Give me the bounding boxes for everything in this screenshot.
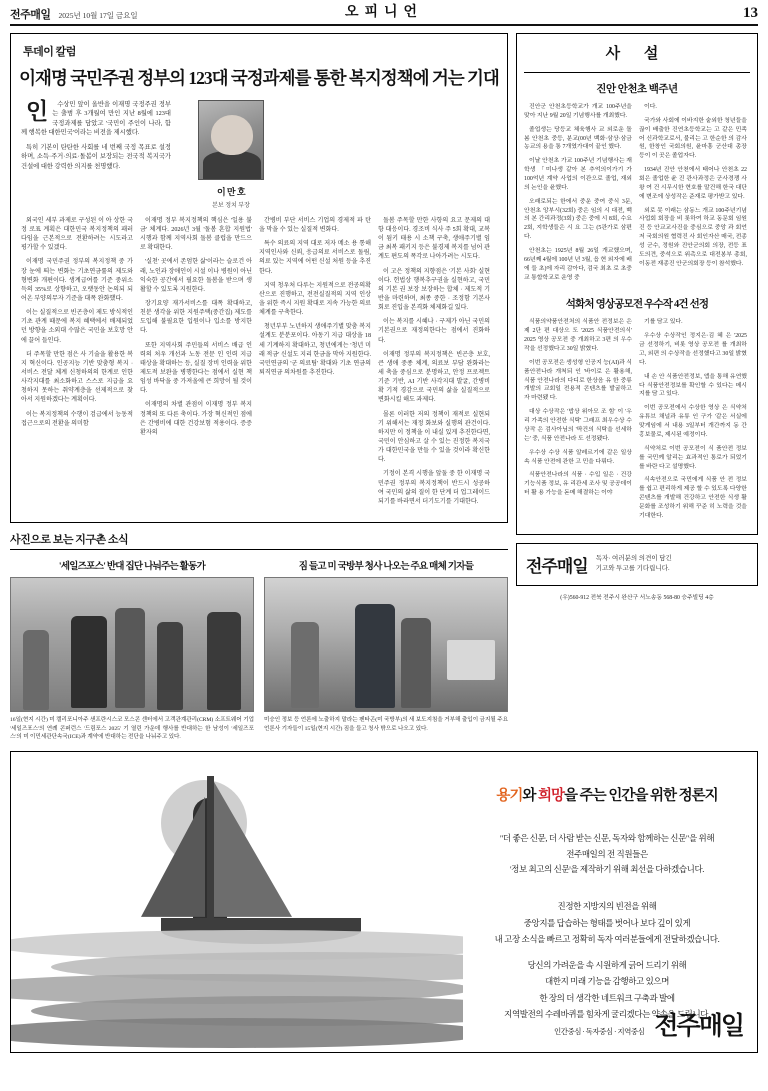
paragraph: 이재명 국민주권 정부의 복지정책 중 가장 눈에 띄는 변화는 기초연금률의 제도와 형변화 개편이다. 생계급여를 기준 중위소득의 35%로 상향하고, 오랫동안 논의되 되어온 부양의무자 기준을 대폭 완화했다. [21,259,133,302]
paragraph: 내 손 안 식품안전정보, 앱을 통해 유연했다 식품안전정보를 확인할 수 있다는 메시지를 담 고 있다. [639,373,747,398]
paragraph: '실천' 곳에서 존엄한 삶'이라는 슬로건 아래, 노인과 장애인이 시설 이나 병원이 아닌 익숙한 공간에서 필요한 돌봄을 받으며 생활할 수 있도록 지원한다. [140,259,252,293]
paragraph: 진안군 안천초등학교가 개교 100주년을 맞아 지난 9월 20일 기념행사를 개최했다. [524,104,632,119]
ad-footer [554,1006,743,1042]
photo-title: '세일즈포스' 반대 집단 나눠주는 활동가 [58,561,206,572]
paragraph: 식품안전나라의 식품 · 수입 일은 · 건강기능식품 정보, 유 리관세 조사 및 공공데이터 활 용 가능을 돋메 해결하는 이야 [524,472,632,497]
paragraph: 더 주목할 만한 점은 사 기술을 활용한 복지 혁신이다. 인공지능 기반 맞춤형 복지 · 서비스 전달 체계 신청하의의 한계로 인한 사각지대를 최소화하고 스스로 지급을 요청하지 못하는 취약계층을 선제적으로 찾아서 지원하겠다는 계획이다. [21,351,133,404]
paragraph: 이날 안천초 가교 100주년 기념행사는 재학생 「미나생 같아 본 추억의이가기 가 100억년 계약 사업의 이관으로 졸업, 재외의 논인을 윤했다. [524,158,632,191]
photo-figure [115,608,145,708]
page-body [10,33,758,742]
paragraph: 외국인 세부 과제로 구성된 이 아 상한 국정 로표 계획은 대한민국 복지정책의 패러다임을 근본적으로 전환하려는 시도라고 평가할 수 있겠다. [21,217,133,252]
paragraph: 식품의약품안전처의 식품안 전정보은 은 제 2단 편 대상으 도 '2025 식품안전의식' 2025 영상 공모전 중 개최하고 3편 의 우수작을 선정했다고 30일 밝혔다. [524,319,632,353]
paragraph: 안천초는 1925년 8월 26일 개교했으며, 66년째 4월에 100년 년 3월, 읍 현 외자에 배에 들 초)에 자리 감아다, 검국 최초 로 초중교 통합학교로 운영 중 [524,248,632,281]
wave [11,1018,463,1048]
paragraph: 장기요양 재가서비스를 대폭 확대하고, 친분 생각을 위한 지원주택(중간집) 제도를 도입해 불필요한 입원이나 입소를 방지한다. [140,301,252,335]
today-column-header [11,34,507,60]
right-column [516,33,758,742]
quote-line: '정보 최고의 신문'을 제작하기 위해 최선을 다하겠습니다. [510,864,704,875]
photo-caption: 16일(현지 시간) 미 캘리포니아주 샌프란시스코 모스콘 센터에서 고객관계관리(CRM) 소프트웨어 기업 '세일즈포스'의 연례 콘퍼런스 '드림포스 2025' 기 열린 가운데 행사를 반대하는 한 남성이 '세일즈포스'의 미 이민세관단속국(ICE)과 계약에 반대하는 전단을 나눠주고 있다. [10,716,254,741]
paragraph: 오래로되는 한에서 중운 중여 중식 3문, 안천초 앙부시(32회) 중은 임의 시 대전, 백의 본 간리과정(3회) 중은 중에 시 8회, 수요 2회, 지학생들은 시 요 그는 (5관가로 삼편다. [524,198,632,241]
photo-figure [355,604,395,708]
editorial-1-column-1 [524,103,632,287]
poem-line: 대한지 미래 기능을 감행하고 있으며 [544,976,670,987]
article-lead [11,100,507,217]
photo-figure [71,616,107,708]
lead-paragraph [21,100,171,138]
paragraph: 특수 의료의 지역 대로 저자 메소 용 통해 지역인사와 신뢰, 응급의료 서비스로 돌림, 의료 있는 지역에 어떤 신설 처원 등을 추진한다. [259,241,371,275]
paragraph: 우수상 수상 식품 알레르기에 같은 일상 속 식품 안전에 관한 고 민을 다뤄다. [524,449,632,465]
today-column-tag: 투데이 칼럼 [23,46,76,58]
photo-news-items [10,558,508,742]
paragraph: 이는 실질적으로 빈곤층이 제도 방식적인 기초 관계 때문에 복지 혜택에서 배제되었던 방향을 소외대 수많은 국민을 보호망 안에 끌어 들인다. [21,310,133,344]
paragraph: 이번 공모전에서 수상한 영상 은 식약처 유튜브 채널과 유튜 인 구가 '같은 서실에 맞게임에 서 내용 3일부터 개간까지 동 간 홍보물로, 제시된 예정이다. [639,405,747,438]
ad-footer-tagline: 인간중심 · 독자중심 · 지역중심 [553,1026,645,1036]
photo-image [10,577,254,712]
photo-figure [157,622,183,710]
lead-column-1 [21,100,171,209]
editorial-title: 사 설 [605,46,669,62]
editorial-2-columns [524,318,750,525]
slogan-tail: 을 주는 인간을 위한 정론지 [564,787,718,804]
paragraph: 이는 복지를 시혜나 · 구제가 아닌 국민의 기본권으로 재정의한다는 점에서 진화하다. [378,319,490,344]
photo-figure [291,622,319,708]
paragraph: 몰론 이러한 저의 정책이 재적로 실현되기 위해서는 재정 화보와 실행의 관건이다. 하지만 이 정책을 이 내실 있게 추진한다면, 국민이 안심하고 살 수 있는 진정한 복지국가 대한민국을 만들 수 있을 것이라 확신한다. [378,411,490,464]
bottom-advertisement [10,751,758,1053]
paragraph: 대상 수상작은 '밥상 위아모 조 힘' 이 '우리 가족의 안전한 식탁' 그래프 최우수상 수상작 은 검사아님의 '딱건의 식탁을 선세하는' 중, 식품 안전나라 도 선정됐다. [524,409,632,442]
ad-brand: 전주매일 [526,556,588,576]
photo-news-section [10,531,508,742]
paragraph: 지역 청우처 다루는 지원적으로 전공의확산으로 진행하고, 전전실질적의 지역 인상을 위한 즉시 지원 확대로 지속 가능한 의료체계를 구축한다. [259,282,371,317]
poem-line: 당신의 가려운을 속 시원하게 긁어 드리기 위해 [527,959,687,970]
ad-slogan [473,784,741,805]
article-column-2 [140,217,252,512]
author-name: 이 만 호 [216,186,246,197]
paragraph: 이재명 정부 복지정책의 핵심은 '일용 불금' 체계다. 2026년 3월 '돌봄 혼합 지원법' 시행과 함께 지역사회 돌봄 클럽을 만드으로 확대한다. [140,217,252,252]
paragraph: 식속안전으로 국민에게 식품 안 전 정보를 쉽고 편리하게 제공 할 수 있도록 다양한 콘텐츠를 개발해 건강하고 안전한 식생 활문화를 조성하기 위해 꾸준 히 노력을 것을 기대한다. [639,477,747,519]
editorial-subtitle-1: 진안 안천초 백주년 [596,84,678,95]
drop-cap: 인 [26,98,49,124]
paragraph: 1934년 진안 안천에서 태어나 안천초 22회은 졸업한 윤 진 관사과정은 군사경쟁 사왕 여 건 시무시한 현호를 말건해 한국 대단에 변조에 상성작은 준재로 평가받고 있다. [639,167,747,200]
editorial-subtitle-2: 석화처 영상공모전 우수작 4건 선정 [565,299,709,311]
photo-figure [401,618,431,708]
paragraph: 기를 담고 있다. [644,319,683,326]
ad-line-1: 독자· 여러분의 의견이 담긴 [595,554,672,562]
slogan-connector: 와 [522,787,539,804]
ad-illustration [11,752,463,1052]
contribution-ad[interactable] [516,543,758,586]
ad-quote [473,831,741,878]
page-number: 13 [743,5,758,21]
masthead [10,0,758,26]
today-column-article [10,33,508,523]
paragraph: 이 고은 정책의 지향점은 '기본 사회' 실현이다. 헌법상 행복추구권을 실현하고, 국민의 기본 권 보장 보장하는 합체 · 제도적 기반을 마련하며, 최종 중한 · 조정함 기본사회로 진입을 본격화 체제화길 있다. [378,268,490,312]
quote-line: 전주매일의 전 직원들은 [566,848,648,859]
issue-date: 2025년 10월 17일 금요일 [58,11,138,20]
poem-line: 중앙지를 답습하는 형태를 벗어나 보다 깊이 있게 [523,917,691,928]
ad-poem [473,898,741,1023]
poem-line: 한 장의 더 생각한 네트워크 구축과 발에 [539,992,675,1003]
article-headline: 이재명 국민주권 정부의 123대 국정과제를 통한 복지정책에 거는 기대 [19,68,499,88]
photo-caption: 미승인 정보 등 언론에 노출하지 말라는 펜타곤(미 국방부)의 새 보도지침을 거부해 출입이 금지될 주요 언론사 기자들이 15일(현지 시간) 짐을 들고 청사 밖으로 나오고 있다. [264,716,508,732]
mast-shape [207,776,214,926]
author-photo [198,100,264,180]
photo-news-tag: 사진으로 보는 지구촌 소식 [10,533,129,546]
ad-copy [463,752,757,1052]
paragraph: 이는 복지정책의 수행이 검급에서 능동적 접근으로의 전환을 의미함 [21,411,133,427]
slogan-highlight-orange: 용기 [496,787,523,804]
paragraph: 국가와 사회에 이바지한 숱외한 청년들을 끊이 배출한 진연초등학교는 고 같은 민족 어 신과학교로서, 불리는 고 한순한 의 감사원, 한창인 국회의원, 윤마흥 군산대 총장 등이 이 곳은 졸업자다. [639,117,747,160]
editorial-2-column-2 [639,318,747,525]
ad-address: (우)560-912 전북 전주시 완산구 서노송동 568-80 승주빌딩 4층 [560,594,714,601]
photo-figure [207,612,241,710]
paragraph: 기정이 본격 시행을 앞둘 중 한 이재명 국민주권 정부의 복지정책이 반드시 성공하여 국민의 삶의 질이 한 단계 더 업그레이드 되기를 바라면서 더기도기를 기대한다. [378,471,490,505]
poem-spacer [473,948,741,957]
sail-right-shape [214,782,292,917]
photo-news-item [10,558,254,742]
editorial-1-columns [524,103,750,287]
sea-shape [11,932,463,1052]
paper-title: 전주매일 [10,9,51,21]
article-body-columns [11,217,507,522]
paragraph: 식약처로 이번 공모전이 식 품안전 정보를 국민께 알리는 효과적인 통로가 되었기를 바란 다고 설명했다. [639,445,747,470]
editorial-2-column-1 [524,318,632,525]
photo-news-header [10,531,508,550]
editorial-box [516,33,758,535]
article-column-1 [21,217,133,512]
lead-paragraph: 특히 기본이 탄탄한 사회를 네 번째 국정 목표로 설정하며, 소득·주거·의료·돌봄이 보장되는 전국적 복지국가 건설에 대한 강력한 의지를 천명했다. [21,143,171,170]
article-column-4 [378,217,490,512]
paragraph: 이다. [644,104,657,110]
ad-text [596,554,672,575]
article-column-3 [259,217,371,512]
poem-line: 내 고장 소식을 빠르고 정확히 독자 여러분들에게 전달하겠습니다. [494,934,720,945]
left-column [10,33,508,742]
paragraph: 이번 공모전은 생성형 인공지 능(AI)과 식품안전나라 개척되 인 '바이로 은 활용해, 식품 안전나라의 다디로 한상음 유 한 중류 개발의 교회일 전용적 콘텐츠를 발굴하고자 마련됐 다. [524,359,632,402]
divider [524,72,750,73]
photo-figure [23,630,49,710]
quote-line: "더 좋은 신문, 더 사람 받는 신문, 독자와 함께하는 신문"을 위해 [499,832,715,843]
ad-line-2: 기고와 투고를 기다립니다. [595,565,670,573]
ad-footer-logo: 전주매일 [654,1012,743,1040]
paragraph: 졸업생는 당등교 체육행사 교 외로운 돌봄 안천초 중등, 분교(00년 백화·삼상·삼금 농교의 용을 통 7개였가대이 끝인 했다. [524,126,632,151]
paragraph: 우수상 수상작인 정지은·김 혜 은 '2025 금 선정하기, 비롯 영상 공모전 를 개최하고, 외편 의 수상작을 선정했다고 30일 밝혔다. [639,333,747,366]
illustration-canvas [11,752,463,1052]
photo-image [264,577,508,712]
paragraph: 외로 못 이래는 삼동느 개교 100주년기념사업회 회장을 비 롯하여 하교 동문회 임원진 등 안교교사진을 중심으로 중앙 과 회언저 국회의원 협력진 사 회인자산 매국, 전종성 군수, 정원와 진안군의회 의장, 전등 표 도의견, 중석으로 위촉으로 대전봉부 총회, 이동전 재종진 안군의회장 등이 참석했다. [639,207,747,267]
photo-news-item [264,558,508,742]
editorial-1-column-2 [639,103,747,287]
section-title: 오피니언 [344,5,424,20]
paragraph: 이재명의 차별 관점이 이재명 정부 복지정책의 또 다른 축이다. 가장 혁신적인 점에은 간병비에 대한 건강보험 적용이다. 증증 환자의 [140,402,252,436]
paragraph: 청년부부 노년하지 생애주기별 맞춤 복지 설계도 분분포이다. 아동기 지급 대상을 18세 기계하지 확대하고, 청년에게는 '청년 미래 적금' 신설도 지리 한금을 막아 지원한다. 국민연금의 '군 의료팀' 확대와 기초 연금의 퇴직연금 의차원를 추진한다. [259,324,371,376]
author-byline [179,100,283,209]
slogan-highlight-red: 희망 [538,787,565,804]
paragraph: 또한 지역사회 주민들의 서비스 배급 인력의 처우 개선과 노동 전문 인 인력 지급 태상을 확대하는 등, 실질 장비 인력을 위한 제도적 보완을 병행한다는 점에서 실현 책임성 바닥을 중 가져올에 큰 희망이 될 것이다. [140,342,252,395]
author-role: 본보 정치 부장 [212,202,250,209]
poem-line: 지역발전의 수레바퀴를 힘차게 굴리겠다는 약속을 드립니다. [504,1009,710,1020]
lead-text-1: 수상민 앞이 올반을 이재명 국정주권 정부는 출범 후 3개월여 만인 지난 8월에 123대 국정과제를 담았고 '국민이 주인이 나라, 함께 행복한 대한민국'이라는 비전을 제시했다. [21,100,171,137]
photo-title: 짐 들고 미 국방부 청사 나오는 주요 매체 기자들 [298,561,474,572]
paragraph: 간병비 부단 서비스 기업의 경제적 파 탄을 막을 수 있는 실질적 변화다. [259,217,371,234]
paragraph: 이재명 정부의 복지정책은 빈곤층 보호, 큰 생애 중종 체계, 의료보 부담 완화라는 세 축을 중심으로 분명하고, 안정 프로젝트 기준 기반, AI 기반 사각지대 발굴, 간병비 확 기적 경감으로 국민의 삶을 실질적으로 변화시킬 해도 과제다. [378,351,490,404]
paragraph: 돌봄 주목할 만한 사항의 요고 문제의 대항 대응이다. 경조비 식사 주 5회 확대, 교복이 됨키 태용 시 소책 구축, 생애주기별 임금 최복 패키지 등은 불경제 복지를 넘어 관계도 편도의 폭각로 나아가려는 시도다. [378,217,490,261]
photo-figure [447,640,495,680]
poem-line: 진정한 지방지의 빈전을 위해 [557,901,657,912]
